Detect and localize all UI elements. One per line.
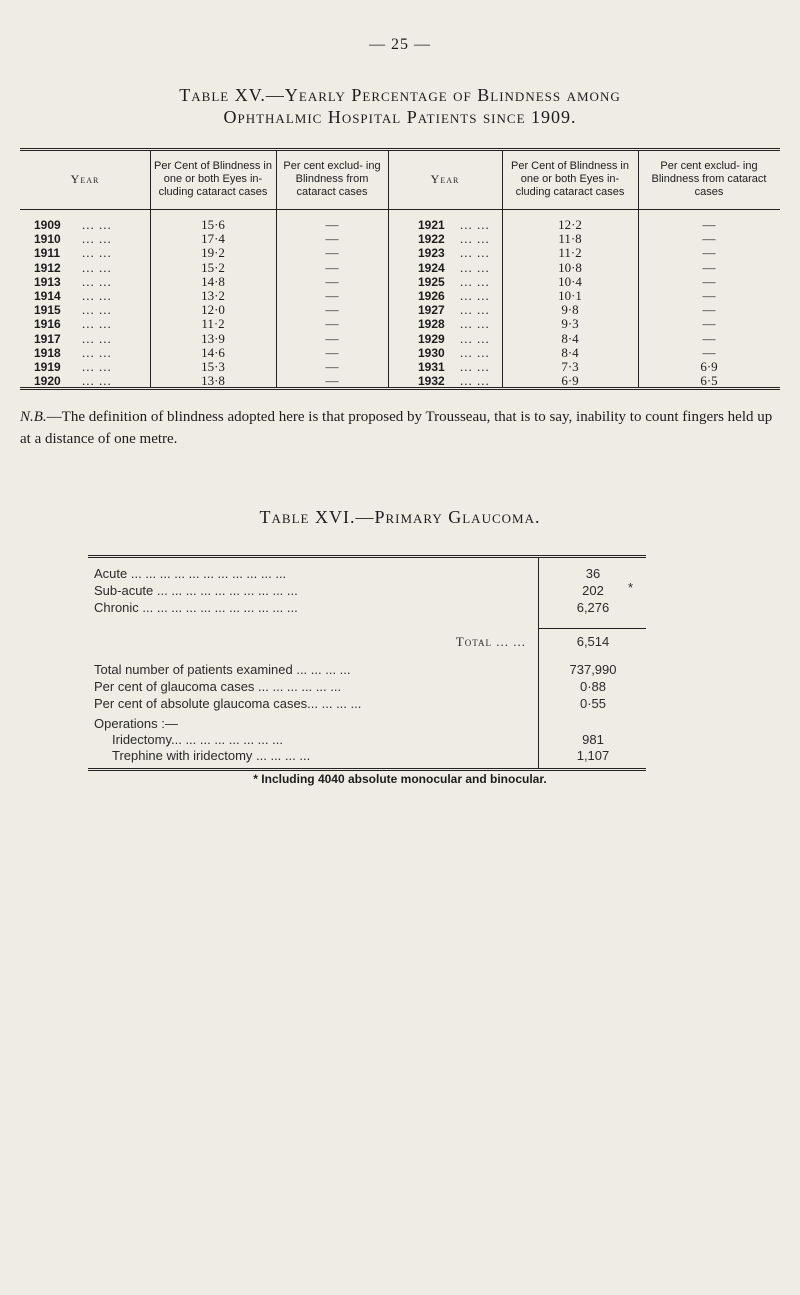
header-rule: [20, 209, 780, 210]
year-cell: 1912: [34, 260, 61, 275]
leader-dots: ... ...: [460, 245, 490, 261]
pct-excluding-cell: —: [702, 259, 716, 275]
leader-dots: ... ...: [82, 231, 112, 247]
pct-including-cell: 10·8: [558, 259, 582, 275]
year-cell: 1928: [418, 317, 445, 332]
header-pct-including-cataract-2: Per Cent of Blindness in one or both Eyes in- cluding cataract cases: [510, 159, 629, 198]
pct-excluding-cell: —: [702, 288, 716, 303]
year-cell: 1910: [34, 232, 61, 247]
pct-including-cell: 11·2: [201, 316, 225, 332]
leader-dots: ... ...: [460, 302, 490, 318]
operations-label: Operations :—: [94, 716, 178, 731]
pct-excluding-cell: —: [325, 273, 339, 289]
footnote-asterisk: *: [628, 580, 634, 595]
note-label: N.B.: [20, 409, 47, 425]
pct-including-cell: 8·4: [561, 344, 579, 360]
table16-title: Table XVI.—Primary Glaucoma.: [259, 507, 541, 527]
iridectomy-label: Iridectomy... ... ... ... ... ... ... ...: [112, 732, 283, 747]
year-cell: 1927: [418, 303, 445, 318]
year-cell: 1917: [34, 331, 61, 346]
pct-excluding-cell: 6·9: [700, 359, 718, 374]
year-cell: 1914: [34, 289, 61, 303]
year-cell: 1919: [34, 360, 61, 374]
footnote: * Including 4040 absolute monocular and binocular.: [253, 772, 547, 786]
leader-dots: ... ...: [460, 359, 490, 374]
pct-including-cell: 7·3: [561, 359, 579, 374]
pct-excluding-cell: —: [702, 344, 716, 360]
year-cell: 1911: [34, 246, 61, 261]
leader-dots: ... ...: [460, 259, 490, 275]
pct-including-cell: 13·8: [201, 373, 225, 389]
year-cell: 1921: [418, 218, 445, 232]
pct-including-cell: 6·9: [561, 373, 579, 389]
leader-dots: ... ...: [460, 344, 490, 360]
leader-dots: ... ...: [460, 217, 490, 232]
leader-dots: ... ...: [82, 359, 112, 374]
table15-title-line1: Table XV.—Yearly Percentage of Blindness among: [179, 85, 621, 105]
column-rule: [538, 558, 539, 768]
trephine-label: Trephine with iridectomy ... ... ... ...: [112, 748, 311, 763]
leader-dots: ... ...: [82, 344, 112, 360]
leader-dots: ... ...: [82, 316, 112, 332]
year-cell: 1915: [34, 303, 61, 318]
pct-excluding-cell: —: [325, 373, 339, 389]
header-year: Year: [70, 171, 100, 186]
pct-excluding-cell: —: [325, 330, 339, 346]
pct-including-cell: 9·8: [561, 302, 579, 318]
year-cell: 1923: [418, 246, 445, 261]
pct-excluding-cell: —: [325, 231, 339, 247]
pct-excluding-cell: —: [702, 231, 716, 247]
trephine-value: 1,107: [576, 748, 610, 763]
leader-dots: ... ...: [82, 245, 112, 261]
pct-including-cell: 19·2: [201, 245, 225, 261]
year-cell: 1929: [418, 331, 445, 346]
leader-dots: ... ...: [82, 373, 112, 389]
table-row: [20, 373, 780, 389]
pct-excluding-cell: —: [325, 259, 339, 275]
pct-excluding-cell: —: [702, 245, 716, 261]
year-cell: 1931: [418, 360, 445, 374]
chronic-value: 6,276: [576, 600, 610, 615]
leader-dots: ... ...: [82, 259, 112, 275]
pct-excluding-cell: —: [702, 330, 716, 346]
page-number: — 25 —: [369, 36, 431, 53]
sub-acute-value: 202: [582, 583, 604, 598]
blindness-definition-note: [20, 406, 780, 450]
pct-including-cell: 15·3: [201, 359, 225, 374]
acute-value: 36: [585, 566, 601, 581]
pct-including-cell: 14·6: [201, 344, 225, 360]
pct-including-cell: 13·2: [201, 288, 225, 303]
pct-glaucoma-label: Per cent of glaucoma cases ... ... ... ... ... ...: [94, 679, 342, 694]
pct-absolute-glaucoma-value: 0·55: [579, 696, 607, 711]
pct-including-cell: 12·2: [558, 217, 582, 232]
pct-including-cell: 8·4: [561, 330, 579, 346]
leader-dots: ... ...: [460, 231, 490, 247]
pct-excluding-cell: —: [325, 316, 339, 332]
header-pct-excluding-cataract: Per cent exclud- ing Blindness from cataract cases: [283, 159, 381, 198]
leader-dots: ... ...: [460, 273, 490, 289]
pct-excluding-cell: —: [325, 302, 339, 318]
pct-including-cell: 14·8: [201, 273, 225, 289]
pct-excluding-cell: —: [325, 288, 339, 303]
header-pct-excluding-cataract-2: Per cent exclud- ing Blindness from cataract cases: [651, 159, 767, 198]
patients-examined-value: 737,990: [569, 662, 617, 677]
iridectomy-value: 981: [582, 732, 604, 747]
pct-including-cell: 11·8: [558, 231, 582, 247]
pct-including-cell: 11·2: [558, 245, 582, 261]
pct-including-cell: 10·1: [558, 288, 582, 303]
pct-including-cell: 13·9: [201, 330, 225, 346]
table15-title-line2: Ophthalmic Hospital Patients since 1909.: [223, 107, 577, 127]
table16: [88, 555, 646, 771]
year-cell: 1909: [34, 218, 61, 232]
leader-dots: ... ...: [82, 302, 112, 318]
pct-including-cell: 12·0: [201, 302, 225, 318]
pct-including-cell: 17·4: [201, 231, 225, 247]
pct-glaucoma-value: 0·88: [579, 679, 607, 694]
leader-dots: ... ...: [460, 373, 490, 389]
header-pct-including-cataract: Per Cent of Blindness in one or both Eyes in- cluding cataract cases: [153, 159, 272, 198]
leader-dots: ... ...: [460, 330, 490, 346]
pct-absolute-glaucoma-label: Per cent of absolute glaucoma cases... ... ... ...: [94, 696, 362, 711]
patients-examined-label: Total number of patients examined ... ... ... ...: [94, 662, 351, 677]
pct-including-cell: 10·4: [558, 273, 582, 289]
note-text: —The definition of blindness adopted here is that proposed by Trousseau, that is to say, inability to count fingers held up at a distance of one metre.: [20, 409, 773, 447]
total-value: 6,514: [576, 634, 610, 649]
pct-excluding-cell: —: [325, 245, 339, 261]
pct-including-cell: 15·6: [201, 217, 225, 232]
sub-acute-label: Sub-acute ... ... ... ... ... ... ... ... ... ...: [94, 583, 298, 598]
year-cell: 1926: [418, 289, 445, 303]
total-rule: [538, 628, 646, 629]
pct-excluding-cell: —: [325, 344, 339, 360]
table15: [20, 148, 780, 390]
pct-excluding-cell: —: [702, 217, 716, 232]
pct-excluding-cell: 6·5: [700, 373, 718, 389]
leader-dots: ... ...: [82, 217, 112, 232]
pct-including-cell: 9·3: [561, 316, 579, 332]
year-cell: 1913: [34, 274, 61, 289]
year-cell: 1920: [34, 374, 61, 389]
leader-dots: ... ...: [82, 330, 112, 346]
chronic-label: Chronic ... ... ... ... ... ... ... ... ... ... ...: [94, 600, 298, 615]
total-label: Total ... ...: [455, 634, 526, 649]
year-cell: 1925: [418, 274, 445, 289]
year-cell: 1922: [418, 232, 445, 247]
pct-excluding-cell: —: [702, 273, 716, 289]
leader-dots: ... ...: [460, 316, 490, 332]
year-cell: 1930: [418, 345, 445, 360]
header-year-2: Year: [430, 171, 460, 186]
leader-dots: ... ...: [82, 273, 112, 289]
pct-excluding-cell: —: [702, 302, 716, 318]
year-cell: 1924: [418, 260, 445, 275]
year-cell: 1918: [34, 345, 61, 360]
pct-excluding-cell: —: [325, 359, 339, 374]
leader-dots: ... ...: [82, 288, 112, 303]
pct-including-cell: 15·2: [201, 259, 225, 275]
year-cell: 1916: [34, 317, 61, 332]
pct-excluding-cell: —: [325, 217, 339, 232]
acute-label: Acute ... ... ... ... ... ... ... ... ... ... ...: [94, 566, 287, 581]
pct-excluding-cell: —: [702, 316, 716, 332]
leader-dots: ... ...: [460, 288, 490, 303]
year-cell: 1932: [418, 374, 445, 389]
